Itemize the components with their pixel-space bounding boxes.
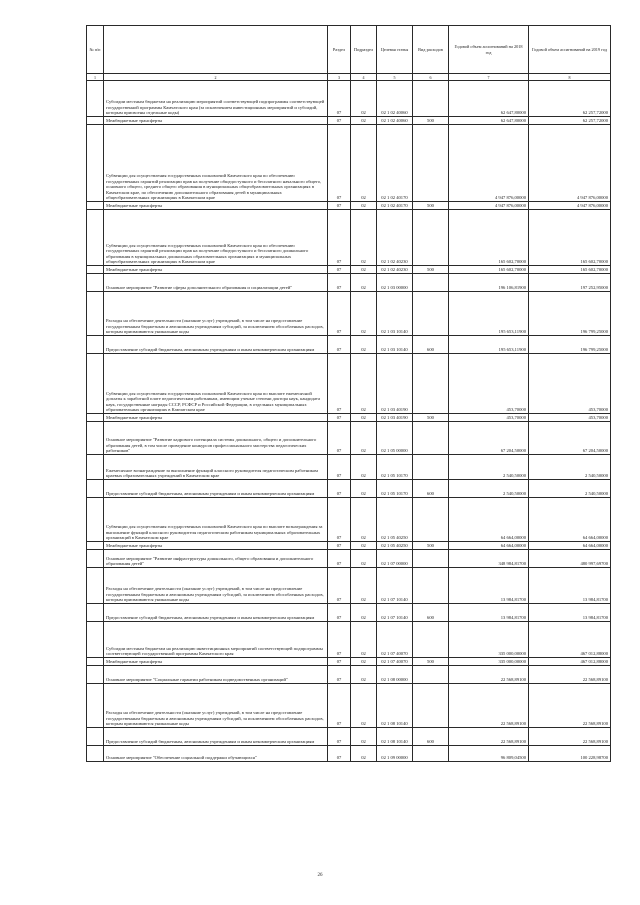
row-name-cell: Субсидии местным бюджетам на реализацию инвестиционных мероприятий соответствующей подпрограммы соответствующей государственной программы Камчатского края bbox=[104, 622, 328, 658]
row-article-cell: 02 1 03 10140 bbox=[377, 336, 413, 354]
row-article-cell: 02 1 05 40250 bbox=[377, 498, 413, 542]
row-2019-cell: 22 568,89100 bbox=[529, 684, 611, 728]
row-razdel-cell: 07 bbox=[328, 658, 351, 666]
row-vid-cell bbox=[413, 746, 449, 762]
row-2018-cell: 13 984,81700 bbox=[449, 568, 529, 604]
row-razdel-cell: 07 bbox=[328, 622, 351, 658]
row-razdel-cell: 07 bbox=[328, 542, 351, 550]
row-article-cell: 02 1 08 10140 bbox=[377, 684, 413, 728]
row-podrazdel-cell: 02 bbox=[351, 550, 377, 568]
table-row bbox=[87, 684, 611, 728]
column-number: 1 bbox=[87, 74, 104, 81]
row-2019-cell: 13 984,81700 bbox=[529, 568, 611, 604]
row-article-cell: 02 1 02 40060 bbox=[377, 117, 413, 125]
table-row bbox=[87, 81, 611, 117]
row-2018-cell: 4 947 876,00000 bbox=[449, 202, 529, 210]
row-vid-cell bbox=[413, 292, 449, 336]
row-name-cell: Предоставление субсидий бюджетным, автономным учреждениям и иным некоммерческим организациям bbox=[104, 604, 328, 622]
row-number-cell bbox=[87, 658, 104, 666]
row-razdel-cell: 07 bbox=[328, 604, 351, 622]
row-number-cell bbox=[87, 354, 104, 414]
row-number-cell bbox=[87, 568, 104, 604]
row-vid-cell bbox=[413, 666, 449, 684]
row-podrazdel-cell: 02 bbox=[351, 202, 377, 210]
row-2018-cell: 13 984,81700 bbox=[449, 604, 529, 622]
row-razdel-cell: 07 bbox=[328, 336, 351, 354]
row-podrazdel-cell: 02 bbox=[351, 455, 377, 480]
row-article-cell: 02 1 08 00000 bbox=[377, 666, 413, 684]
row-article-cell: 02 1 07 00000 bbox=[377, 550, 413, 568]
row-article-cell: 02 1 09 00000 bbox=[377, 746, 413, 762]
row-vid-cell bbox=[413, 354, 449, 414]
table-row bbox=[87, 498, 611, 542]
row-podrazdel-cell: 02 bbox=[351, 81, 377, 117]
row-2019-cell: 4 947 876,00000 bbox=[529, 125, 611, 202]
row-2019-cell: 467 012,88000 bbox=[529, 622, 611, 658]
row-2019-cell: 67 204,50000 bbox=[529, 422, 611, 455]
row-razdel-cell: 07 bbox=[328, 266, 351, 274]
column-number: 4 bbox=[351, 74, 377, 81]
row-name-cell: Расходы на обеспечение деятельности (оказание услуг) учреждений, в том числе на предоставление государственным бюджетным и автономным учреждениям субсидий, за исключением обособленных расходов, которым присваиваются уникальные коды bbox=[104, 292, 328, 336]
row-name-cell: Межбюджетные трансферты bbox=[104, 117, 328, 125]
row-podrazdel-cell: 02 bbox=[351, 498, 377, 542]
row-2018-cell: 453,70000 bbox=[449, 414, 529, 422]
row-2019-cell: 480 997,69700 bbox=[529, 550, 611, 568]
header-2019: Годовой объем ассигнований на 2019 год bbox=[529, 26, 611, 74]
row-number-cell bbox=[87, 210, 104, 266]
row-2019-cell: 62 257,72000 bbox=[529, 81, 611, 117]
row-number-cell bbox=[87, 266, 104, 274]
table-row bbox=[87, 422, 611, 455]
row-razdel-cell: 07 bbox=[328, 568, 351, 604]
table-row bbox=[87, 125, 611, 202]
table-row bbox=[87, 658, 611, 666]
row-razdel-cell: 07 bbox=[328, 81, 351, 117]
table-row bbox=[87, 666, 611, 684]
table-row bbox=[87, 414, 611, 422]
row-name-cell: Основное мероприятие "Развитие сферы дополнительного образования и социализации детей" bbox=[104, 274, 328, 292]
table-row bbox=[87, 117, 611, 125]
row-2018-cell: 165 602,70000 bbox=[449, 210, 529, 266]
row-2018-cell: 96 809,04500 bbox=[449, 746, 529, 762]
row-2018-cell: 62 647,80000 bbox=[449, 81, 529, 117]
row-name-cell: Субвенции для осуществления государственных полномочий Камчатского края по обеспечению государственных гарантий реализации прав на получение общедоступного и бесплатного начального общего, основного общего, среднего общего образования в муниципальных общеобразовательных организациях в Камчатском крае, по обеспечению дополнительного образования детей в муниципальных общеобразовательных организациях в Камчатском крае bbox=[104, 125, 328, 202]
row-article-cell: 02 1 03 40190 bbox=[377, 414, 413, 422]
row-razdel-cell: 07 bbox=[328, 414, 351, 422]
row-name-cell: Расходы на обеспечение деятельности (оказание услуг) учреждений, в том числе на предоставление государственным бюджетным и автономным учреждениям субсидий, за исключением обособленных расходов, которым присваиваются уникальные коды bbox=[104, 568, 328, 604]
row-name-cell: Предоставление субсидий бюджетным, автономным учреждениям и иным некоммерческим организациям bbox=[104, 336, 328, 354]
row-2018-cell: 165 602,70000 bbox=[449, 266, 529, 274]
budget-allocation-table bbox=[86, 25, 611, 762]
row-2019-cell: 197 252,95000 bbox=[529, 274, 611, 292]
row-vid-cell: 500 bbox=[413, 266, 449, 274]
row-article-cell: 02 1 07 10140 bbox=[377, 604, 413, 622]
row-2019-cell: 453,70000 bbox=[529, 414, 611, 422]
table-row bbox=[87, 292, 611, 336]
row-podrazdel-cell: 02 bbox=[351, 354, 377, 414]
row-podrazdel-cell: 02 bbox=[351, 658, 377, 666]
table-row bbox=[87, 568, 611, 604]
row-name-cell: Межбюджетные трансферты bbox=[104, 542, 328, 550]
row-name-cell: Межбюджетные трансферты bbox=[104, 414, 328, 422]
row-article-cell: 02 1 05 00000 bbox=[377, 422, 413, 455]
column-number: 8 bbox=[529, 74, 611, 81]
row-podrazdel-cell: 02 bbox=[351, 336, 377, 354]
table-header-row bbox=[87, 26, 611, 74]
row-razdel-cell: 07 bbox=[328, 210, 351, 266]
row-2019-cell: 2 540,50000 bbox=[529, 480, 611, 498]
row-vid-cell: 500 bbox=[413, 117, 449, 125]
row-vid-cell bbox=[413, 125, 449, 202]
table-row bbox=[87, 202, 611, 210]
row-podrazdel-cell: 02 bbox=[351, 542, 377, 550]
row-article-cell: 02 1 05 40250 bbox=[377, 542, 413, 550]
row-2019-cell: 64 664,00000 bbox=[529, 542, 611, 550]
row-number-cell bbox=[87, 336, 104, 354]
row-razdel-cell: 07 bbox=[328, 728, 351, 746]
row-name-cell: Основное мероприятие "Социальные гарантии работникам подведомственных организаций" bbox=[104, 666, 328, 684]
row-2018-cell: 67 204,50000 bbox=[449, 422, 529, 455]
row-name-cell: Предоставление субсидий бюджетным, автономным учреждениям и иным некоммерческим организациям bbox=[104, 728, 328, 746]
row-article-cell: 02 1 02 40230 bbox=[377, 210, 413, 266]
row-vid-cell: 500 bbox=[413, 658, 449, 666]
row-2019-cell: 13 984,81700 bbox=[529, 604, 611, 622]
row-razdel-cell: 07 bbox=[328, 354, 351, 414]
row-2018-cell: 453,70000 bbox=[449, 354, 529, 414]
row-number-cell bbox=[87, 117, 104, 125]
row-article-cell: 02 1 07 40070 bbox=[377, 658, 413, 666]
row-2018-cell: 335 000,00000 bbox=[449, 658, 529, 666]
table-row bbox=[87, 622, 611, 658]
row-name-cell: Основное мероприятие "Развитие инфраструктуры дошкольного, общего образования и дополнительного образования детей" bbox=[104, 550, 328, 568]
row-2018-cell: 22 568,89100 bbox=[449, 728, 529, 746]
row-podrazdel-cell: 02 bbox=[351, 210, 377, 266]
row-article-cell: 02 1 02 40170 bbox=[377, 125, 413, 202]
column-number: 3 bbox=[328, 74, 351, 81]
row-razdel-cell: 07 bbox=[328, 498, 351, 542]
row-2018-cell: 22 568,89100 bbox=[449, 684, 529, 728]
row-number-cell bbox=[87, 684, 104, 728]
row-vid-cell bbox=[413, 684, 449, 728]
row-2018-cell: 64 664,00000 bbox=[449, 498, 529, 542]
row-number-cell bbox=[87, 542, 104, 550]
row-2018-cell: 348 984,81700 bbox=[449, 550, 529, 568]
row-article-cell: 02 1 07 10140 bbox=[377, 568, 413, 604]
row-number-cell bbox=[87, 498, 104, 542]
row-razdel-cell: 07 bbox=[328, 202, 351, 210]
row-name-cell: Основное мероприятие "Обеспечение социальной поддержки обучающихся" bbox=[104, 746, 328, 762]
row-podrazdel-cell: 02 bbox=[351, 274, 377, 292]
row-podrazdel-cell: 02 bbox=[351, 125, 377, 202]
row-number-cell bbox=[87, 274, 104, 292]
row-number-cell bbox=[87, 728, 104, 746]
row-2018-cell: 2 540,50000 bbox=[449, 480, 529, 498]
table-body bbox=[87, 81, 611, 762]
row-2018-cell: 64 664,00000 bbox=[449, 542, 529, 550]
row-2018-cell: 2 540,50000 bbox=[449, 455, 529, 480]
row-2019-cell: 4 947 876,00000 bbox=[529, 202, 611, 210]
row-2019-cell: 62 257,72000 bbox=[529, 117, 611, 125]
header-razdel: Раздел bbox=[328, 26, 351, 74]
row-2018-cell: 62 647,80000 bbox=[449, 117, 529, 125]
row-2019-cell: 196 799,25000 bbox=[529, 336, 611, 354]
row-2018-cell: 335 000,00000 bbox=[449, 622, 529, 658]
row-name-cell: Субсидии местным бюджетам на реализацию мероприятий соответствующей подпрограммы соответствующей государственной программы Камчатского края (за исключением инвестиционных мероприятий и субсидий, которым присвоены отдельные коды) bbox=[104, 81, 328, 117]
row-2019-cell: 100 228,98700 bbox=[529, 746, 611, 762]
row-podrazdel-cell: 02 bbox=[351, 746, 377, 762]
table-row bbox=[87, 746, 611, 762]
row-number-cell bbox=[87, 550, 104, 568]
row-article-cell: 02 1 02 40170 bbox=[377, 202, 413, 210]
table-row bbox=[87, 336, 611, 354]
row-podrazdel-cell: 02 bbox=[351, 568, 377, 604]
row-razdel-cell: 07 bbox=[328, 125, 351, 202]
column-number-row bbox=[87, 74, 611, 81]
row-podrazdel-cell: 02 bbox=[351, 266, 377, 274]
row-article-cell: 02 1 08 10140 bbox=[377, 728, 413, 746]
row-2019-cell: 2 540,50000 bbox=[529, 455, 611, 480]
row-razdel-cell: 07 bbox=[328, 117, 351, 125]
row-podrazdel-cell: 02 bbox=[351, 684, 377, 728]
row-razdel-cell: 07 bbox=[328, 550, 351, 568]
row-vid-cell bbox=[413, 550, 449, 568]
row-2019-cell: 22 568,89100 bbox=[529, 728, 611, 746]
header-vid: Вид расходов bbox=[413, 26, 449, 74]
row-2019-cell: 64 664,00000 bbox=[529, 498, 611, 542]
row-podrazdel-cell: 02 bbox=[351, 422, 377, 455]
row-vid-cell bbox=[413, 210, 449, 266]
row-name-cell: Межбюджетные трансферты bbox=[104, 266, 328, 274]
column-number: 6 bbox=[413, 74, 449, 81]
row-article-cell: 02 1 02 40230 bbox=[377, 266, 413, 274]
row-2019-cell: 165 602,70000 bbox=[529, 266, 611, 274]
row-2019-cell: 22 568,89100 bbox=[529, 666, 611, 684]
row-vid-cell bbox=[413, 455, 449, 480]
page-number: 26 bbox=[317, 873, 323, 878]
table-row bbox=[87, 728, 611, 746]
row-article-cell: 02 1 05 10170 bbox=[377, 480, 413, 498]
table-row bbox=[87, 604, 611, 622]
budget-table-page bbox=[86, 25, 610, 762]
row-razdel-cell: 07 bbox=[328, 746, 351, 762]
row-name-cell: Ежемесячное вознаграждение за выполнение функций классного руководителя педагогическим работникам краевых образовательных учреждений в Камчатском крае bbox=[104, 455, 328, 480]
row-article-cell: 02 1 05 10170 bbox=[377, 455, 413, 480]
row-2018-cell: 22 568,89100 bbox=[449, 666, 529, 684]
row-name-cell: Субвенции для осуществления государственных полномочий Камчатского края по выплате вознаграждения за выполнение функций классного руководителя педагогическим работникам муниципальных образовательных организаций в Камчатском крае bbox=[104, 498, 328, 542]
row-razdel-cell: 07 bbox=[328, 292, 351, 336]
row-razdel-cell: 07 bbox=[328, 422, 351, 455]
row-podrazdel-cell: 02 bbox=[351, 292, 377, 336]
row-2019-cell: 467 012,88000 bbox=[529, 658, 611, 666]
table-row bbox=[87, 480, 611, 498]
row-name-cell: Субвенции для осуществления государственных полномочий Камчатского края по выплате ежемесячной доплаты к заработной плате педагогическим работникам, имеющим ученые степени доктора наук, кандидата наук, государственные награды СССР, РСФСР и Российской Федерации, в отдельных муниципальных образовательных организациях в Камчатском крае bbox=[104, 354, 328, 414]
row-podrazdel-cell: 02 bbox=[351, 414, 377, 422]
row-number-cell bbox=[87, 81, 104, 117]
header-number: № п/п bbox=[87, 26, 104, 74]
row-razdel-cell: 07 bbox=[328, 480, 351, 498]
row-number-cell bbox=[87, 604, 104, 622]
column-number: 2 bbox=[104, 74, 328, 81]
row-name-cell: Субвенции для осуществления государственных полномочий Камчатского края по обеспечению государственных гарантий реализации прав на получение общедоступного и бесплатного дошкольного образования в муниципальных дошкольных образовательных организациях и муниципальных общеобразовательных организациях в Камчатском крае bbox=[104, 210, 328, 266]
row-name-cell: Основное мероприятие "Развитие кадрового потенциала системы дошкольного, общего и дополнительного образования детей, в том числе проведение конкурсов профессионального мастерства педагогических работников" bbox=[104, 422, 328, 455]
row-2019-cell: 196 799,25000 bbox=[529, 292, 611, 336]
header-article: Целевая статья bbox=[377, 26, 413, 74]
row-vid-cell: 500 bbox=[413, 202, 449, 210]
table-row bbox=[87, 542, 611, 550]
row-2018-cell: 195 653,11900 bbox=[449, 292, 529, 336]
row-number-cell bbox=[87, 455, 104, 480]
row-number-cell bbox=[87, 422, 104, 455]
row-article-cell: 02 1 03 10140 bbox=[377, 292, 413, 336]
row-vid-cell: 600 bbox=[413, 604, 449, 622]
row-razdel-cell: 07 bbox=[328, 274, 351, 292]
row-vid-cell bbox=[413, 274, 449, 292]
row-podrazdel-cell: 02 bbox=[351, 117, 377, 125]
row-number-cell bbox=[87, 125, 104, 202]
row-article-cell: 02 1 07 40070 bbox=[377, 622, 413, 658]
table-row bbox=[87, 354, 611, 414]
row-name-cell: Расходы на обеспечение деятельности (оказание услуг) учреждений, в том числе на предоставление государственным бюджетным и автономным учреждениям субсидий, за исключением обособленных расходов, которым присваиваются уникальные коды bbox=[104, 684, 328, 728]
table-row bbox=[87, 550, 611, 568]
row-article-cell: 02 1 03 40190 bbox=[377, 354, 413, 414]
row-razdel-cell: 07 bbox=[328, 684, 351, 728]
row-number-cell bbox=[87, 292, 104, 336]
row-vid-cell: 600 bbox=[413, 336, 449, 354]
row-2018-cell: 196 106,81900 bbox=[449, 274, 529, 292]
header-2018: Годовой объем ассигнований на 2018 год bbox=[449, 26, 529, 74]
row-vid-cell bbox=[413, 568, 449, 604]
row-number-cell bbox=[87, 414, 104, 422]
row-2018-cell: 195 653,11900 bbox=[449, 336, 529, 354]
row-podrazdel-cell: 02 bbox=[351, 604, 377, 622]
row-name-cell: Предоставление субсидий бюджетным, автономным учреждениям и иным некоммерческим организациям bbox=[104, 480, 328, 498]
header-podrazdel: Подраздел bbox=[351, 26, 377, 74]
row-podrazdel-cell: 02 bbox=[351, 480, 377, 498]
row-name-cell: Межбюджетные трансферты bbox=[104, 202, 328, 210]
row-article-cell: 02 1 02 40060 bbox=[377, 81, 413, 117]
table-row bbox=[87, 266, 611, 274]
row-vid-cell: 600 bbox=[413, 480, 449, 498]
row-number-cell bbox=[87, 202, 104, 210]
row-razdel-cell: 07 bbox=[328, 666, 351, 684]
column-number: 5 bbox=[377, 74, 413, 81]
row-number-cell bbox=[87, 622, 104, 658]
row-podrazdel-cell: 02 bbox=[351, 622, 377, 658]
row-vid-cell: 500 bbox=[413, 542, 449, 550]
row-number-cell bbox=[87, 480, 104, 498]
row-razdel-cell: 07 bbox=[328, 455, 351, 480]
row-vid-cell bbox=[413, 498, 449, 542]
row-vid-cell: 600 bbox=[413, 728, 449, 746]
row-article-cell: 02 1 03 00000 bbox=[377, 274, 413, 292]
row-2019-cell: 453,70000 bbox=[529, 354, 611, 414]
header-name bbox=[104, 26, 328, 74]
row-name-cell: Межбюджетные трансферты bbox=[104, 658, 328, 666]
row-number-cell bbox=[87, 666, 104, 684]
row-vid-cell bbox=[413, 622, 449, 658]
row-number-cell bbox=[87, 746, 104, 762]
table-row bbox=[87, 455, 611, 480]
column-number: 7 bbox=[449, 74, 529, 81]
row-vid-cell bbox=[413, 81, 449, 117]
row-podrazdel-cell: 02 bbox=[351, 728, 377, 746]
row-vid-cell: 500 bbox=[413, 414, 449, 422]
table-row bbox=[87, 274, 611, 292]
table-row bbox=[87, 210, 611, 266]
row-vid-cell bbox=[413, 422, 449, 455]
row-2019-cell: 165 602,70000 bbox=[529, 210, 611, 266]
row-2018-cell: 4 947 876,00000 bbox=[449, 125, 529, 202]
row-podrazdel-cell: 02 bbox=[351, 666, 377, 684]
